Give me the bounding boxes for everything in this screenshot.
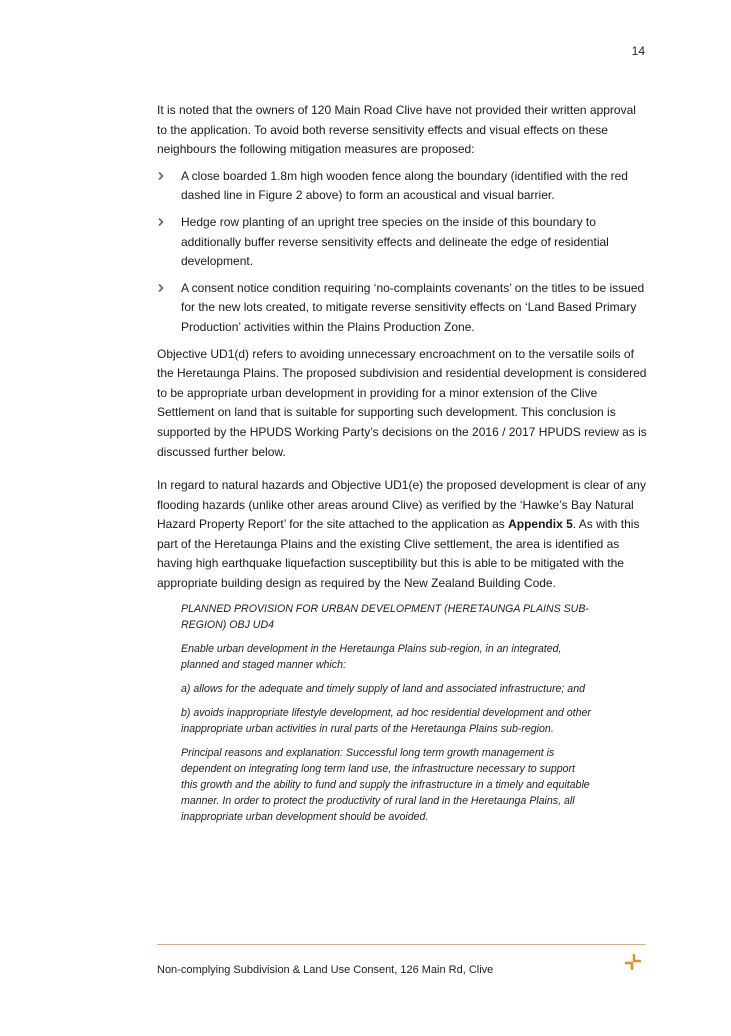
quote-item-a: a) allows for the adequate and timely supply of land and associated infrastructure; and <box>181 682 585 695</box>
hazards-text-before: In regard to natural hazards and Objective UD1(e) the proposed development is clear of any flooding hazards (unlike other areas around Clive) as verified by the ‘Hawke’s Bay Natural Hazard Property Report’ for the site attached to the application as <box>157 478 646 532</box>
quote-item-b: b) avoids inappropriate lifestyle development, ad hoc residential development and other inappropriate urban activities in rural parts of the Heretaunga Plains sub-region. <box>181 706 591 735</box>
hazards-text-after: . As with this part of the Heretaunga Plains and the existing Clive settlement, the area is identified as having high earthquake liquefaction susceptibility but this is able to be mitigated with the appropriate building design as required by the New Zealand Building Code. <box>157 517 640 591</box>
list-item <box>157 167 647 206</box>
list-item-text: Hedge row planting of an upright tree species on the inside of this boundary to additionally buffer reverse sensitivity effects and delineate the edge of residential development. <box>181 214 609 269</box>
list-item-text: A close boarded 1.8m high wooden fence along the boundary (identified with the red dashed line in Figure 2 above) to form an acoustical and visual barrier. <box>181 168 628 203</box>
quote-reasons: Principal reasons and explanation: Successful long term growth management is dependent on integrating long term land use, the infrastructure necessary to support this growth and the ability to fund and supply the infrastructure in a timely and equitable manner. In order to protect the productivity of rural land in the Heretaunga Plains, all inappropriate urban development should be avoided. <box>181 746 590 823</box>
appendix-reference: Appendix 5 <box>508 517 573 532</box>
policy-quote <box>181 601 591 825</box>
page-number: 14 <box>631 44 645 58</box>
mitigation-list <box>157 167 647 338</box>
footer-title: Non-complying Subdivision & Land Use Consent, 126 Main Rd, Clive <box>157 964 494 976</box>
company-logo-icon <box>624 953 642 971</box>
list-item-text: A consent notice condition requiring ‘no-complaints covenants’ on the titles to be issued for the new lots created, to mitigate reverse sensitivity effects on ‘Land Based Primary Production’ activities within the Plains Production Zone. <box>181 280 645 334</box>
objective-ud1d-paragraph: Objective UD1(d) refers to avoiding unnecessary encroachment on to the versatile soils of the Heretaunga Plains. The proposed subdivision and residential development is considered to be appropriate urban development in providing for a minor extension of the Clive Settlement on land that is suitable for supporting such development. This conclusion is supported by the HPUDS Working Party’s decisions on the 2016 / 2017 HPUDS review as is discussed further below. <box>157 346 647 459</box>
quote-heading: PLANNED PROVISION FOR URBAN DEVELOPMENT (HERETAUNGA PLAINS SUB-REGION) OBJ UD4 <box>181 602 589 631</box>
quote-lead: Enable urban development in the Heretaunga Plains sub-region, in an integrated, planned and staged manner which: <box>181 642 562 671</box>
chevron-right-icon <box>156 283 166 293</box>
chevron-right-icon <box>156 217 166 227</box>
intro-paragraph: It is noted that the owners of 120 Main Road Clive have not provided their written approval to the application. To avoid both reverse sensitivity effects and visual effects on these neighbours the following mitigation measures are proposed: <box>157 103 636 157</box>
chevron-right-icon <box>156 171 166 181</box>
list-item <box>157 213 647 272</box>
document-body <box>157 101 647 833</box>
list-item <box>157 279 647 338</box>
natural-hazards-paragraph <box>157 476 647 594</box>
footer-divider <box>157 944 646 945</box>
